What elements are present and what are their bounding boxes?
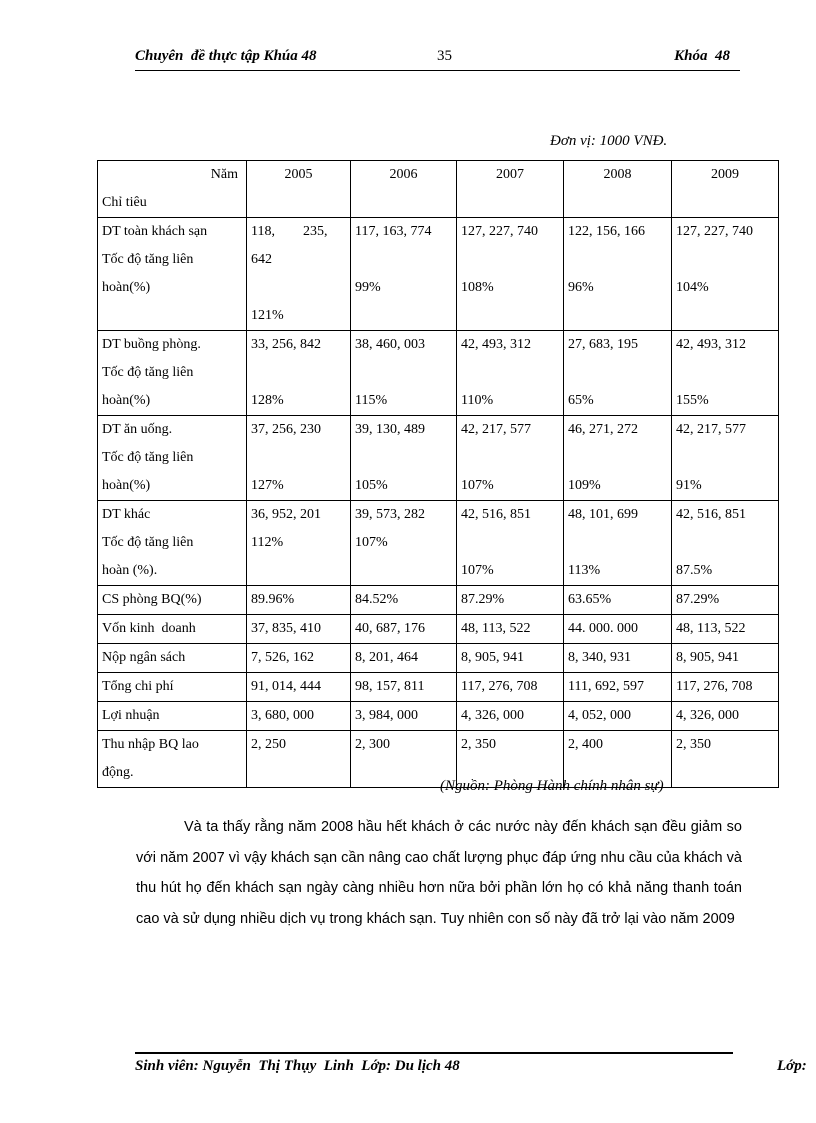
page-header [135,48,740,71]
value-cell [672,615,779,644]
value-cell [351,644,457,673]
table-body [98,218,779,788]
header-course: Khóa 48 [674,48,730,64]
value-cell [672,731,779,788]
year-header: 2007 [457,161,564,218]
value-cell-line: 42, 217, 577 [461,422,531,437]
value-cell-line: 107% [461,478,494,493]
value-cell-line: 111, 692, 597 [568,679,644,694]
row-label-line: Tốc độ tăng liên [102,252,194,267]
value-cell-line: 48, 101, 699 [568,507,638,522]
value-cell-line: 84.52% [355,592,399,607]
row-label-line: hoàn(%) [102,280,151,295]
row-label-line: Thu nhập BQ lao [102,737,199,752]
corner-criteria-label: Chỉ tiêu [102,195,147,210]
value-cell-line: 42, 493, 312 [676,337,746,352]
value-cell-line: 39, 130, 489 [355,422,425,437]
row-label [98,644,247,673]
paragraph-text: Và ta thấy rằng năm 2008 hầu hết khách ở các nước này đến khách sạn đều giảm so với năm 2007 vì vậy khách sạn cần nâng cao chất lượng phục đáp ứng nhu cầu của khách và thu hút họ đến khách sạn ngày càng nhiều hơn nữa bởi phần lớn họ có khả năng thanh toán cao và sử dụng nhiều dịch vụ trong khách sạn. Tuy nhiên con số này đã trở lại vào năm 2009 [136,819,742,927]
row-label-line: Tốc độ tăng liên [102,535,194,550]
value-cell [247,586,351,615]
value-cell-line: 38, 460, 003 [355,337,425,352]
value-cell-line: 107% [461,563,494,578]
value-cell-line: 4, 326, 000 [461,708,524,723]
year-header: 2009 [672,161,779,218]
value-cell-line: 46, 271, 272 [568,422,638,437]
value-cell-line: 91, 014, 444 [251,679,321,694]
table-header-row [98,161,779,218]
value-cell-line: 39, 573, 282 [355,507,425,522]
value-cell [672,586,779,615]
page-number: 35 [437,48,452,64]
value-cell [564,673,672,702]
value-cell [672,644,779,673]
value-cell [564,644,672,673]
row-label-line: Tổng chi phí [102,679,174,694]
corner-cell [98,161,247,218]
table-row [98,673,779,702]
value-cell [672,501,779,586]
value-cell-line: 108% [461,280,494,295]
value-cell-line: 128% [251,393,284,408]
value-cell-line: 37, 835, 410 [251,621,321,636]
value-cell-line: 107% [355,535,388,550]
year-header: 2008 [564,161,672,218]
value-cell-line: 36, 952, 201 [251,507,321,522]
value-cell [351,586,457,615]
value-cell-line: 2, 300 [355,737,390,752]
value-cell [672,702,779,731]
value-cell-line: 48, 113, 522 [461,621,531,636]
value-cell-line: 127% [251,478,284,493]
value-cell [247,501,351,586]
value-cell [564,615,672,644]
row-label [98,615,247,644]
row-label [98,702,247,731]
value-cell-line: 2, 400 [568,737,603,752]
value-cell-line: 115% [355,393,388,408]
value-cell-line: 110% [461,393,494,408]
value-cell-line: 2, 350 [676,737,711,752]
value-cell-line: 121% [251,308,284,323]
row-label [98,731,247,788]
value-cell [457,615,564,644]
value-cell-line: 118, 235, [251,224,328,239]
value-cell-line: 3, 680, 000 [251,708,314,723]
row-label-line: hoàn(%) [102,478,151,493]
value-cell [672,218,779,331]
value-cell [351,331,457,416]
body-paragraph [136,812,742,934]
row-label-line: Nộp ngân sách [102,650,186,665]
row-label [98,416,247,501]
value-cell-line: 40, 687, 176 [355,621,425,636]
row-label-line: hoàn (%). [102,563,158,578]
row-label-line: DT ăn uống. [102,422,173,437]
source-note: (Nguồn: Phòng Hành chính nhân sự) [440,778,664,794]
row-label-line: DT khác [102,507,151,522]
value-cell [457,702,564,731]
value-cell-line: 127, 227, 740 [676,224,753,239]
value-cell [351,416,457,501]
value-cell [351,218,457,331]
value-cell-line: 112% [251,535,284,550]
value-cell [672,331,779,416]
value-cell-line: 44. 000. 000 [568,621,638,636]
header-title: Chuyên đề thực tập Khúa 48 [135,48,317,64]
value-cell-line: 91% [676,478,702,493]
table-row [98,501,779,586]
value-cell-line: 65% [568,393,594,408]
footer-class: Lớp: [777,1058,807,1074]
value-cell [564,416,672,501]
value-cell-line: 8, 340, 931 [568,650,631,665]
value-cell-line: 642 [251,252,272,267]
value-cell-line: 3, 984, 000 [355,708,418,723]
value-cell-line: 42, 516, 851 [676,507,746,522]
row-label-line: Vốn kinh doanh [102,621,196,636]
value-cell-line: 4, 326, 000 [676,708,739,723]
value-cell [457,673,564,702]
value-cell [351,615,457,644]
value-cell-line: 87.29% [676,592,720,607]
value-cell-line: 87.5% [676,563,713,578]
value-cell-line: 8, 201, 464 [355,650,418,665]
table-row [98,731,779,788]
value-cell-line: 42, 217, 577 [676,422,746,437]
value-cell [564,702,672,731]
year-header: 2006 [351,161,457,218]
value-cell [247,218,351,331]
value-cell [564,331,672,416]
table-row [98,644,779,673]
table-row [98,416,779,501]
value-cell-line: 109% [568,478,601,493]
value-cell-line: 117, 276, 708 [461,679,538,694]
value-cell [457,331,564,416]
row-label-line: DT toàn khách sạn [102,224,208,239]
value-cell-line: 87.29% [461,592,505,607]
value-cell-line: 8, 905, 941 [676,650,739,665]
value-cell-line: 96% [568,280,594,295]
value-cell [457,586,564,615]
value-cell [564,586,672,615]
value-cell-line: 63.65% [568,592,612,607]
value-cell-line: 42, 493, 312 [461,337,531,352]
value-cell [672,673,779,702]
value-cell [351,702,457,731]
value-cell-line: 127, 227, 740 [461,224,538,239]
table-row [98,331,779,416]
corner-year-label: Năm [210,167,238,182]
footer-rule [135,1052,733,1054]
value-cell-line: 98, 157, 811 [355,679,425,694]
value-cell [457,501,564,586]
value-cell-line: 8, 905, 941 [461,650,524,665]
value-cell-line: 155% [676,393,709,408]
value-cell-line: 104% [676,280,709,295]
row-label [98,501,247,586]
row-label-line: CS phòng BQ(%) [102,592,202,607]
value-cell-line: 99% [355,280,381,295]
value-cell [247,331,351,416]
row-label-line: động. [102,765,134,780]
value-cell [351,673,457,702]
value-cell [247,615,351,644]
business-results-table [97,160,779,788]
value-cell-line: 89.96% [251,592,295,607]
value-cell-line: 33, 256, 842 [251,337,321,352]
value-cell-line: 117, 163, 774 [355,224,432,239]
row-label-line: Tốc độ tăng liên [102,450,194,465]
value-cell [247,731,351,788]
value-cell [247,702,351,731]
value-cell-line: 42, 516, 851 [461,507,531,522]
table-row [98,615,779,644]
value-cell-line: 7, 526, 162 [251,650,314,665]
year-header: 2005 [247,161,351,218]
value-cell-line: 105% [355,478,388,493]
value-cell-line: 2, 350 [461,737,496,752]
table-row [98,218,779,331]
value-cell-line: 113% [568,563,601,578]
value-cell-line: 37, 256, 230 [251,422,321,437]
row-label-line: DT buồng phòng. [102,337,201,352]
value-cell [457,218,564,331]
row-label-line: Lợi nhuận [102,708,160,723]
value-cell-line: 48, 113, 522 [676,621,746,636]
value-cell-line: 27, 683, 195 [568,337,638,352]
value-cell [564,218,672,331]
row-label [98,586,247,615]
row-label-line: hoàn(%) [102,393,151,408]
row-label-line: Tốc độ tăng liên [102,365,194,380]
value-cell [247,673,351,702]
row-label [98,673,247,702]
value-cell-line: 117, 276, 708 [676,679,753,694]
value-cell-line: 4, 052, 000 [568,708,631,723]
value-cell [351,501,457,586]
row-label [98,218,247,331]
value-cell [457,644,564,673]
value-cell-line: 2, 250 [251,737,286,752]
footer-student: Sinh viên: Nguyễn Thị Thụy Linh Lớp: Du lịch 48 [135,1058,460,1074]
value-cell [672,416,779,501]
value-cell-line: 122, 156, 166 [568,224,645,239]
value-cell [247,416,351,501]
table-row [98,586,779,615]
value-cell [457,416,564,501]
unit-note: Đơn vị: 1000 VNĐ. [550,133,668,149]
value-cell [247,644,351,673]
table-row [98,702,779,731]
value-cell [564,501,672,586]
row-label [98,331,247,416]
